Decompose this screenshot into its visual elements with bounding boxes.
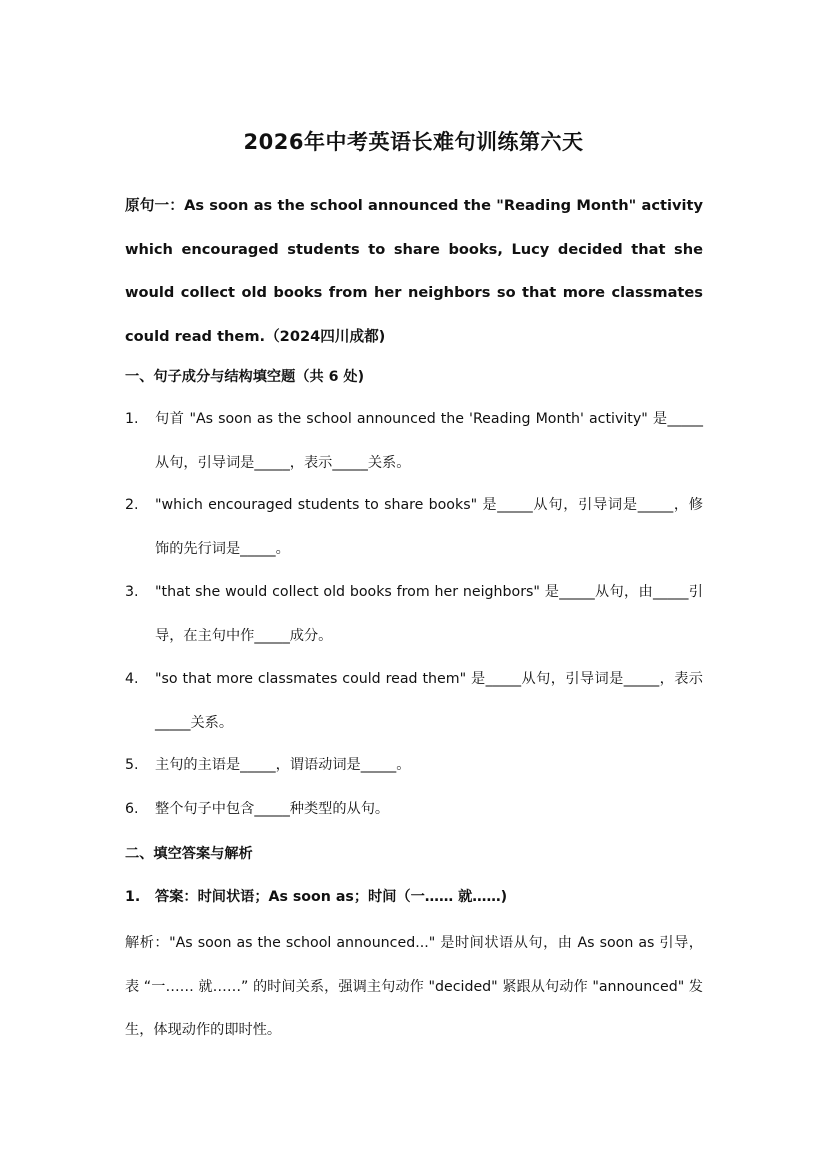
section-heading-exercises: 一、句子成分与结构填空题（共 6 处) — [125, 369, 365, 385]
question-item — [125, 788, 703, 832]
question-number: 3. — [125, 584, 139, 600]
question-number: 6. — [125, 801, 139, 817]
question-number: 1. — [125, 411, 139, 427]
original-text: As soon as the school announced the "Reading Month" activity which encouraged students to share books, Lucy decided that she would collect old books from her neighbors so that more classmates could read them.（2024四川成都) — [125, 197, 703, 345]
question-text: 主句的主语是_____，谓语动词是_____。 — [155, 757, 411, 773]
answer-text: 答案：时间状语；As soon as；时间（一…… 就……) — [155, 889, 508, 905]
original-sentence — [125, 184, 703, 358]
question-text: "so that more classmates could read them" 是_____从句，引导词是_____，表示_____关系。 — [155, 671, 703, 731]
question-number: 4. — [125, 671, 139, 687]
page-title: 2026年中考英语长难句训练第六天 — [243, 130, 584, 154]
question-text: "which encouraged students to share books" 是_____从句，引导词是_____，修饰的先行词是_____。 — [155, 497, 703, 557]
question-item — [125, 658, 703, 745]
question-item — [125, 744, 703, 788]
question-text: 句首 "As soon as the school announced the 'Reading Month' activity" 是_____从句，引导词是_____，表示_____关系。 — [155, 411, 703, 471]
question-item — [125, 571, 703, 658]
question-item — [125, 484, 703, 571]
question-text: 整个句子中包含_____种类型的从句。 — [155, 801, 390, 817]
question-item — [125, 398, 703, 485]
original-label: 原句一： — [125, 197, 185, 214]
question-text: "that she would collect old books from her neighbors" 是_____从句，由_____引导，在主句中作_____成分。 — [155, 584, 703, 644]
analysis-paragraph: 解析："As soon as the school announced..." 是时间状语从句，由 As soon as 引导，表 “一…… 就……” 的时间关系，强调主句动作 "decided" 紧跟从句动作 "announced" 发生，体现动作的即时性。 — [125, 935, 703, 1038]
section-heading-answers: 二、填空答案与解析 — [125, 846, 253, 862]
question-number: 2. — [125, 497, 139, 513]
answer-number: 1. — [125, 889, 141, 905]
answer-item — [125, 886, 507, 906]
question-number: 5. — [125, 757, 139, 773]
